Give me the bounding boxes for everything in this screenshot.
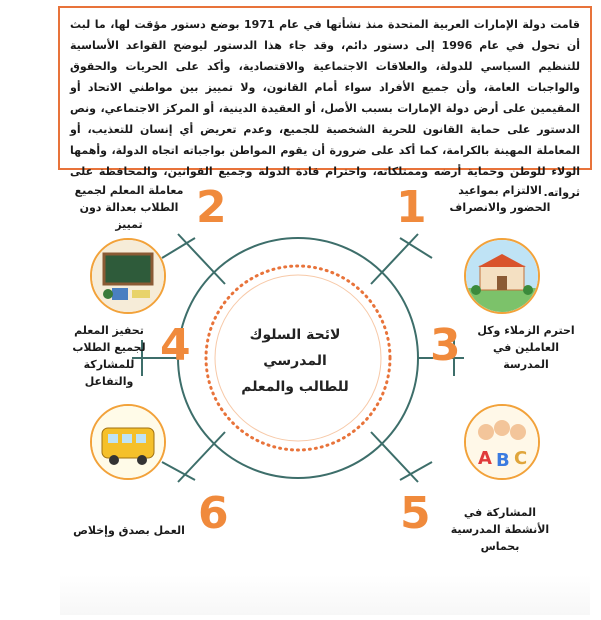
number-2: 2 [196, 182, 227, 233]
svg-text:C: C [514, 448, 528, 469]
center-title [235, 322, 355, 400]
page-bottom [60, 575, 590, 615]
item-5-label: المشاركة في الأنشطة المدرسية بحماس [450, 506, 550, 553]
center-title-line2: المدرسي [263, 353, 327, 369]
school-bus-icon [90, 404, 166, 480]
svg-text:A: A [478, 448, 492, 469]
center-title-line1: لائحة السلوك [249, 327, 341, 343]
children-group-icon [464, 404, 540, 480]
item-4-label: تحفيز المعلم لجميع الطلاب للمشاركة والتفاعل [72, 324, 146, 388]
number-4: 4 [160, 320, 191, 371]
svg-text:B: B [496, 450, 510, 471]
behavior-diagram [60, 172, 590, 566]
item-3-label: احترم الزملاء وكل العاملين في المدرسة [477, 324, 575, 371]
school-building-icon [464, 238, 540, 314]
number-1: 1 [396, 182, 427, 233]
item-1-label: الالتزام بمواعيد الحضور والانصراف [449, 184, 551, 214]
item-2-label: معاملة المعلم لجميع الطلاب بعدالة دون تمييز [74, 184, 184, 231]
number-6: 6 [198, 488, 229, 539]
classroom-board-icon [90, 238, 166, 314]
intro-paragraph: قامت دولة الإمارات العربية المتحدة منذ نشأتها في عام 1971 بوضع دستور مؤقت لها، ما لبث أن تحول في عام 1996 إلى دستور دائم، وقد جاء هذا الدستور ليوضح القواعد الأساسية للتنظيم السياسي للدولة، والعلاقات الاجتماعية والاقتصادية، وأكد على الحريات والحقوق والواجبات العامة، وأن جميع الأفراد سواء أمام القانون، ولا تمييز بين مواطني الاتحاد أو المقيمين على أرض دولة الإمارات بسبب الأصل، أو العقيدة الدينية، أو المركز الاجتماعي، ونص الدستور على حماية القانون للحرية الشخصية للجميع، وعدم تعريض أي إنسان للتعذيب، أو المعاملة المهينة بالكرامة، كما أكد على ضرورة أن يقوم المواطن بواجباته اتجاه الدولة، وأهمها الولاء للوطن وحماية أرضه وممتلكاته، واحترام قادة الدولة وجميع القوانين، والمحافظة على ثرواته. [58, 6, 592, 170]
center-title-line3: للطالب والمعلم [241, 379, 349, 395]
item-6-label: العمل بصدق وإخلاص [73, 524, 185, 537]
number-5: 5 [400, 488, 431, 539]
number-3: 3 [430, 320, 461, 371]
